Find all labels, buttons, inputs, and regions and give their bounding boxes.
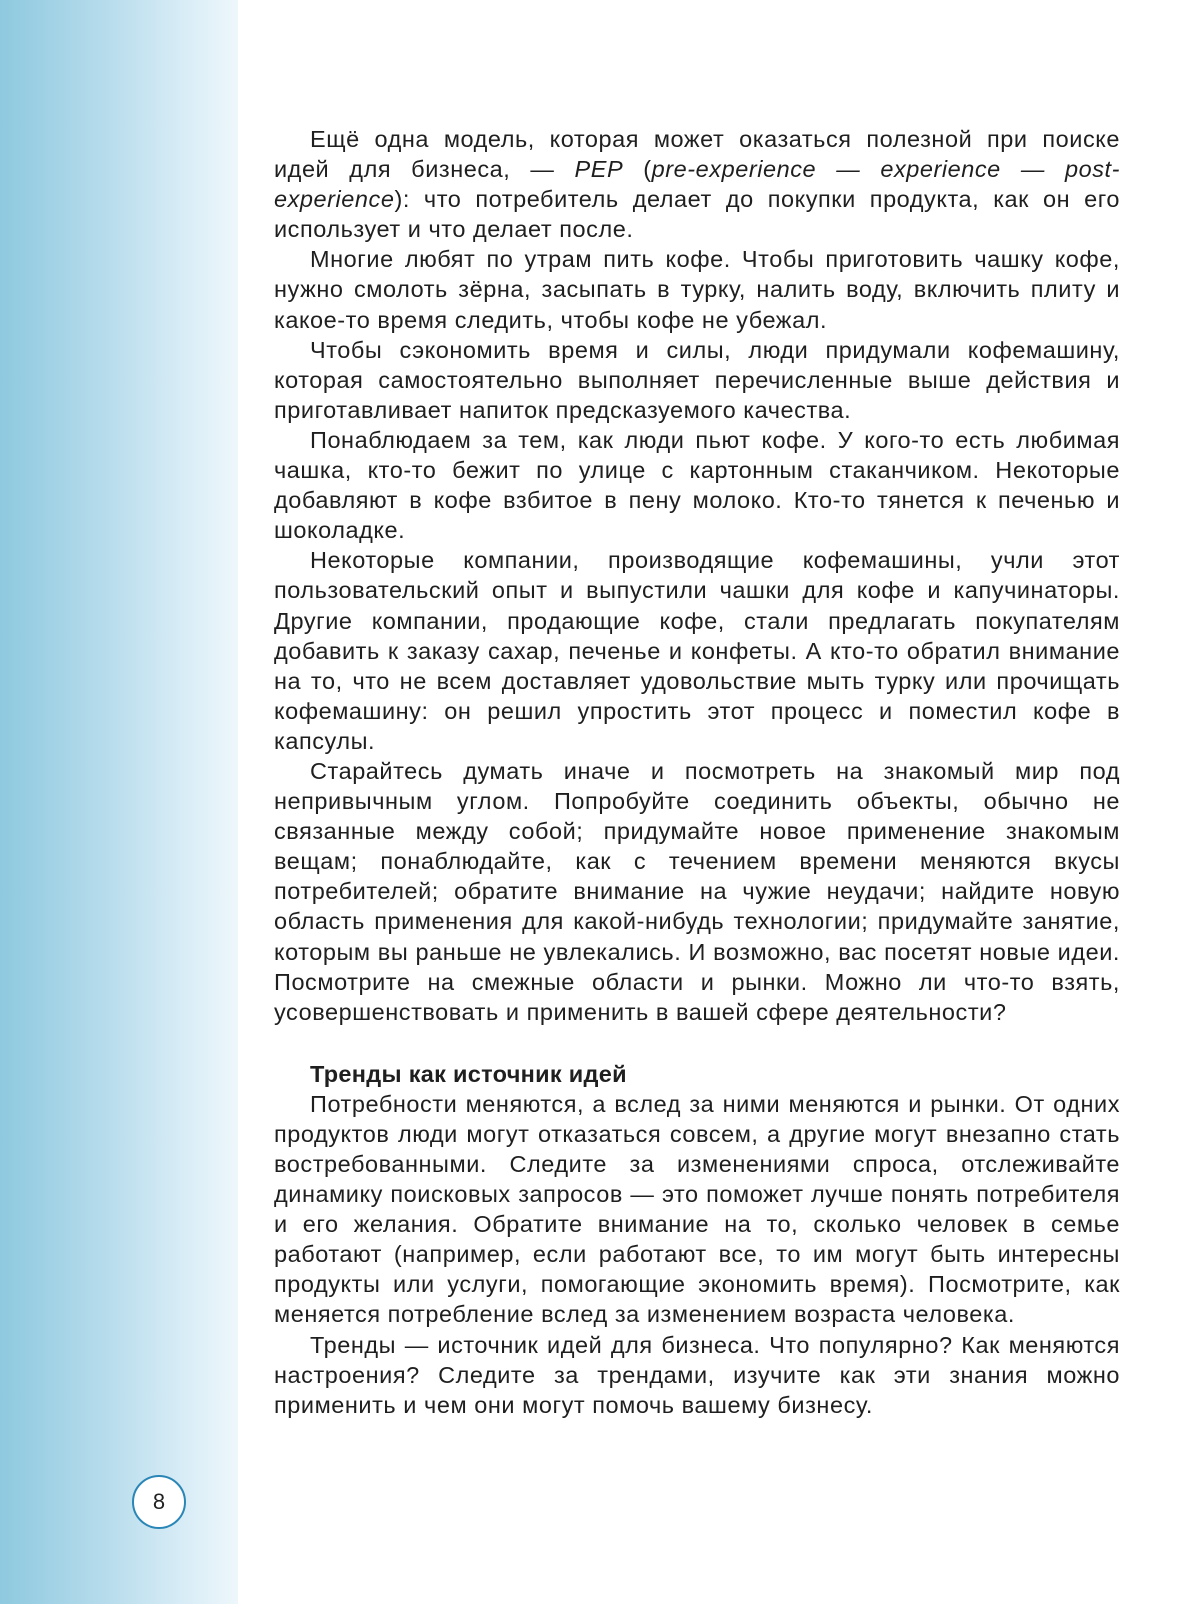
page-number: 8 [152, 1489, 166, 1514]
model-name: PEP [574, 156, 624, 183]
paragraph-trends: Тренды — источник идей для бизнеса. Что популярно? Как меняются настроения? Следите за трендами, изучите как эти знания можно применить и чем они могут помочь вашему бизнесу. [274, 1331, 1120, 1418]
intro-text-end: ): что потребитель делает до покупки продукта, как он его использует и что делает после. [274, 186, 1120, 243]
paren-open: ( [623, 156, 652, 183]
paragraph-coffee-morning: Многие любят по утрам пить кофе. Чтобы приготовить чашку кофе, нужно смолоть зёрна, засыпать в турку, налить воду, включить плиту и какое-то время следить, чтобы кофе не убежал. [274, 246, 1120, 333]
paragraph-needs-change: Потребности меняются, а вслед за ними меняются и рынки. От одних продуктов люди могут отказаться совсем, а другие могут внезапно стать востребованными. Следите за изменениями спроса, отслеживайте динамику поисковых запросов — это поможет лучше понять потребителя и его желания. Обратите внимание на то, сколько человек в семье работают (например, если работают все, то им могут быть интересны продукты или услуги, помогающие экономить время). Посмотрите, как меняется потребление вслед за изменением возраста человека. [274, 1090, 1120, 1328]
page-content [274, 124, 1120, 1420]
paragraph-coffee-machine: Чтобы сэкономить время и силы, люди придумали кофемашину, которая самостоятельно выполняет перечисленные выше действия и приготавливает напиток предсказуемого качества. [274, 336, 1120, 423]
section-heading: Тренды как источник идей [310, 1060, 627, 1087]
side-band [0, 0, 238, 1604]
model-expansion: pre-experience — experience — post-experience [274, 156, 1120, 213]
page-number-badge [132, 1475, 186, 1529]
paragraph-companies: Некоторые компании, производящие кофемашины, учли этот пользовательский опыт и выпустили чашки для кофе и капучинаторы. Другие компании, продающие кофе, стали предлагать покупателям добавить к заказу сахар, печенье и конфеты. А кто-то обратил внимание на то, что не всем доставляет удовольствие мыть турку или прочищать кофемашину: он решил упростить этот процесс и поместил кофе в капсулы. [274, 547, 1120, 754]
intro-text-start: Ещё одна модель, которая может оказаться полезной при поиске идей для бизнеса, — [274, 126, 1120, 183]
intro-paragraph [274, 124, 1120, 244]
paragraph-observation: Понаблюдаем за тем, как люди пьют кофе. У кого-то есть любимая чашка, кто-то бежит по улице с картонным стаканчиком. Некоторые добавляют в кофе взбитое в пену молоко. Кто-то тянется к печенью и шоколадке. [274, 426, 1120, 544]
paragraph-think-different: Старайтесь думать иначе и посмотреть на знакомый мир под непривычным углом. Попробуйте соединить объекты, обычно не связанные между собой; придумайте новое применение знакомым вещам; понаблюдайте, как с течением времени меняются вкусы потребителей; обратите внимание на чужие неудачи; найдите новую область применения для какой-нибудь технологии; придумайте занятие, которым вы раньше не увлекались. И возможно, вас посетят новые идеи. Посмотрите на смежные области и рынки. Можно ли что-то взять, усовершенствовать и применить в вашей сфере деятельности? [274, 757, 1120, 1025]
